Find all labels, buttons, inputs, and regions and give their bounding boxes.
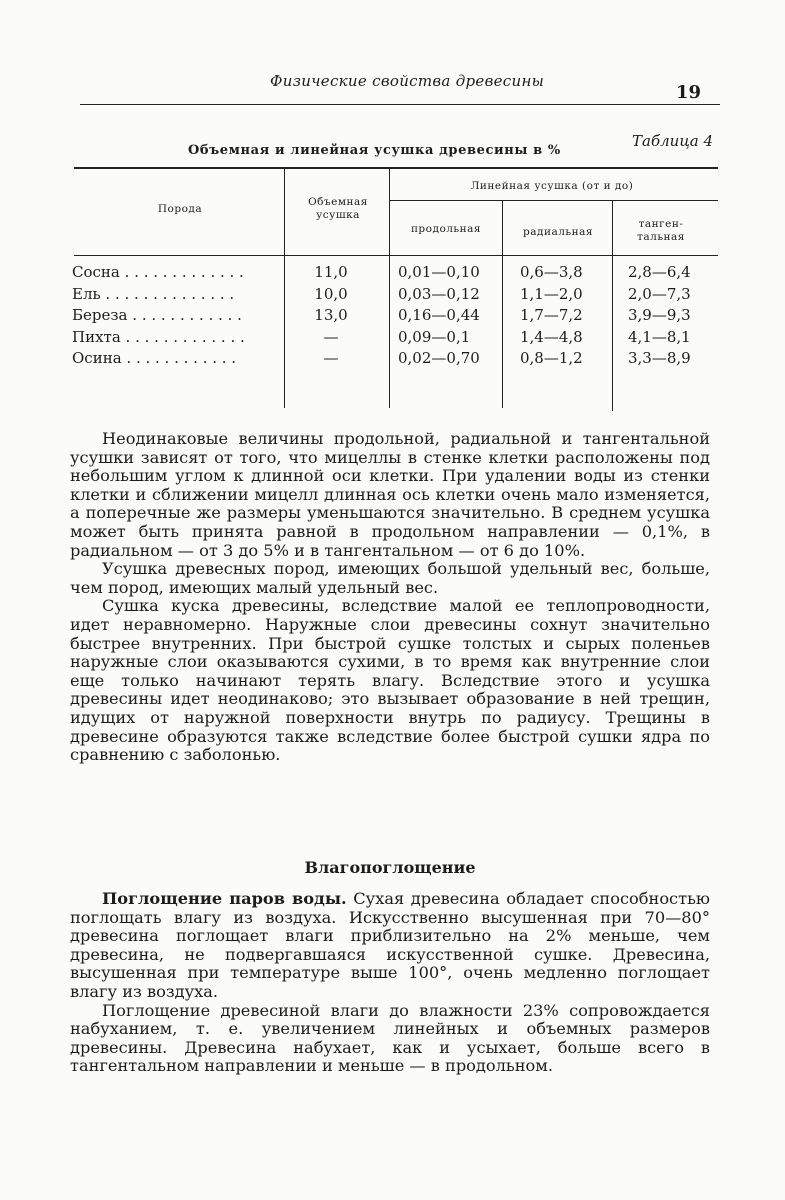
paragraph: Сушка куска древесины, вследствие малой ее теплопроводности, идет неравномерно. Наружные слои древесины сохнут значительно быстрее внутренних. При быстрой сушке толстых и сырых поленьев наружные слои оказываются сухими, в то время как внутренние слои еще только начинают терять влагу. Вследствие этого и усушка древесины идет неодинаково; это вызывает образование в ней трещин, идущих от наружной поверхности внутрь по радиусу. Трещины в древесине образуются также вследствие более быстрой сушки ядра по сравнению с заболонью. [70, 596, 710, 765]
table-cell-longitudinal: 0,03—0,12 [398, 284, 480, 303]
table-cell-longitudinal: 0,01—0,10 [398, 263, 480, 281]
table-row-species: Ель . . . . . . . . . . . . . . [72, 284, 235, 303]
header-rule [80, 104, 720, 105]
page-number: 19 [676, 82, 702, 103]
table-cell-tangential: 2,0—7,3 [628, 284, 691, 303]
table-cell-tangential: 3,3—8,9 [628, 349, 691, 367]
table-cell-radial: 0,6—3,8 [520, 263, 583, 281]
table-cell-volume: 13,0 [314, 306, 348, 324]
table-cell-tangential: 2,8—6,4 [628, 263, 691, 281]
table-title: Объемная и линейная усушка древесины в % [188, 143, 561, 158]
table-subheader-rule [390, 200, 718, 201]
paragraph: Усушка древесных пород, имеющих большой удельный вес, больше, чем пород, имеющих малый удельный вес. [70, 559, 710, 597]
header-longitudinal: продольная [410, 223, 482, 235]
col-divider-1 [284, 168, 285, 408]
table-cell-volume: — [323, 349, 339, 367]
radial-column [520, 262, 604, 370]
table-row-species: Осина . . . . . . . . . . . . [72, 349, 237, 367]
col-divider-4 [612, 201, 613, 411]
longitudinal-column [398, 262, 492, 370]
header-radial: радиальная [523, 226, 593, 238]
table-cell-longitudinal: 0,16—0,44 [398, 306, 480, 324]
section-heading: Влагопоглощение [304, 858, 476, 877]
tangential-column [628, 262, 712, 370]
paragraph: Неодинаковые величины продольной, радиальной и тангентальной усушки зависят от того, что мицеллы в стенке клетки расположены под небольшим углом к длинной оси клетки. При удалении воды из стенки клетки и сближении мицелл длинная ось клетки очень мало изменяется, а поперечные же размеры уменьшаются значительно. В среднем усушка может быть принята равной в продольном направлении — 0,1%, в радиальном — от 3 до 5% и в тангентальном — от 6 до 10%. [70, 429, 710, 560]
table-row-species: Береза . . . . . . . . . . . . [72, 306, 242, 324]
body-lower [70, 890, 710, 1076]
species-column [72, 262, 282, 370]
col-divider-2 [389, 168, 390, 408]
table-label: Таблица 4 [632, 132, 714, 150]
table-row-species: Пихта . . . . . . . . . . . . . [72, 327, 245, 346]
table-cell-volume: 10,0 [314, 284, 348, 303]
table-cell-tangential: 4,1—8,1 [628, 327, 691, 346]
table-header-bottom-rule [74, 255, 718, 256]
header-volume: Объемная усушка [308, 196, 368, 222]
table-cell-radial: 1,1—2,0 [520, 284, 583, 303]
run-in-heading: Поглощение паров воды. [102, 889, 347, 908]
table-row-species: Сосна . . . . . . . . . . . . . [72, 263, 244, 281]
volume-column [296, 262, 366, 370]
table-cell-volume: — [323, 327, 339, 346]
table-cell-radial: 0,8—1,2 [520, 349, 583, 367]
header-tangential: танген-тальная [637, 218, 685, 244]
table-cell-longitudinal: 0,02—0,70 [398, 349, 480, 367]
table-cell-radial: 1,4—4,8 [520, 327, 583, 346]
header-linear: Линейная усушка (от и до) [470, 180, 634, 192]
table-cell-longitudinal: 0,09—0,1 [398, 327, 471, 346]
paragraph [70, 890, 710, 1002]
table-cell-volume: 11,0 [314, 263, 348, 281]
paragraph: Поглощение древесиной влаги до влажности 23% сопровождается набуханием, т. е. увеличением линейных и объемных размеров древесины. Древесина набухает, как и усыхает, больше всего в тангентальном направлении и меньше — в продольном. [70, 1000, 710, 1076]
body-upper [70, 430, 710, 765]
table-cell-radial: 1,7—7,2 [520, 306, 583, 324]
paragraph-text: Сухая древесина обладает способностью поглощать влагу из воздуха. Искусственно высушенная при 70—80° древесина поглощает влаги приблизительно на 2% меньше, чем древесина, не подвергавшаяся искусственной сушке. Древесина, высушенная при температуре выше 100°, очень медленно поглощает влагу из воздуха. [70, 889, 710, 1001]
table-cell-tangential: 3,9—9,3 [628, 306, 691, 324]
header-species: Порода [157, 203, 203, 215]
table-top-rule [74, 167, 718, 169]
col-divider-3 [502, 201, 503, 408]
running-title: Физические свойства древесины [270, 72, 545, 90]
